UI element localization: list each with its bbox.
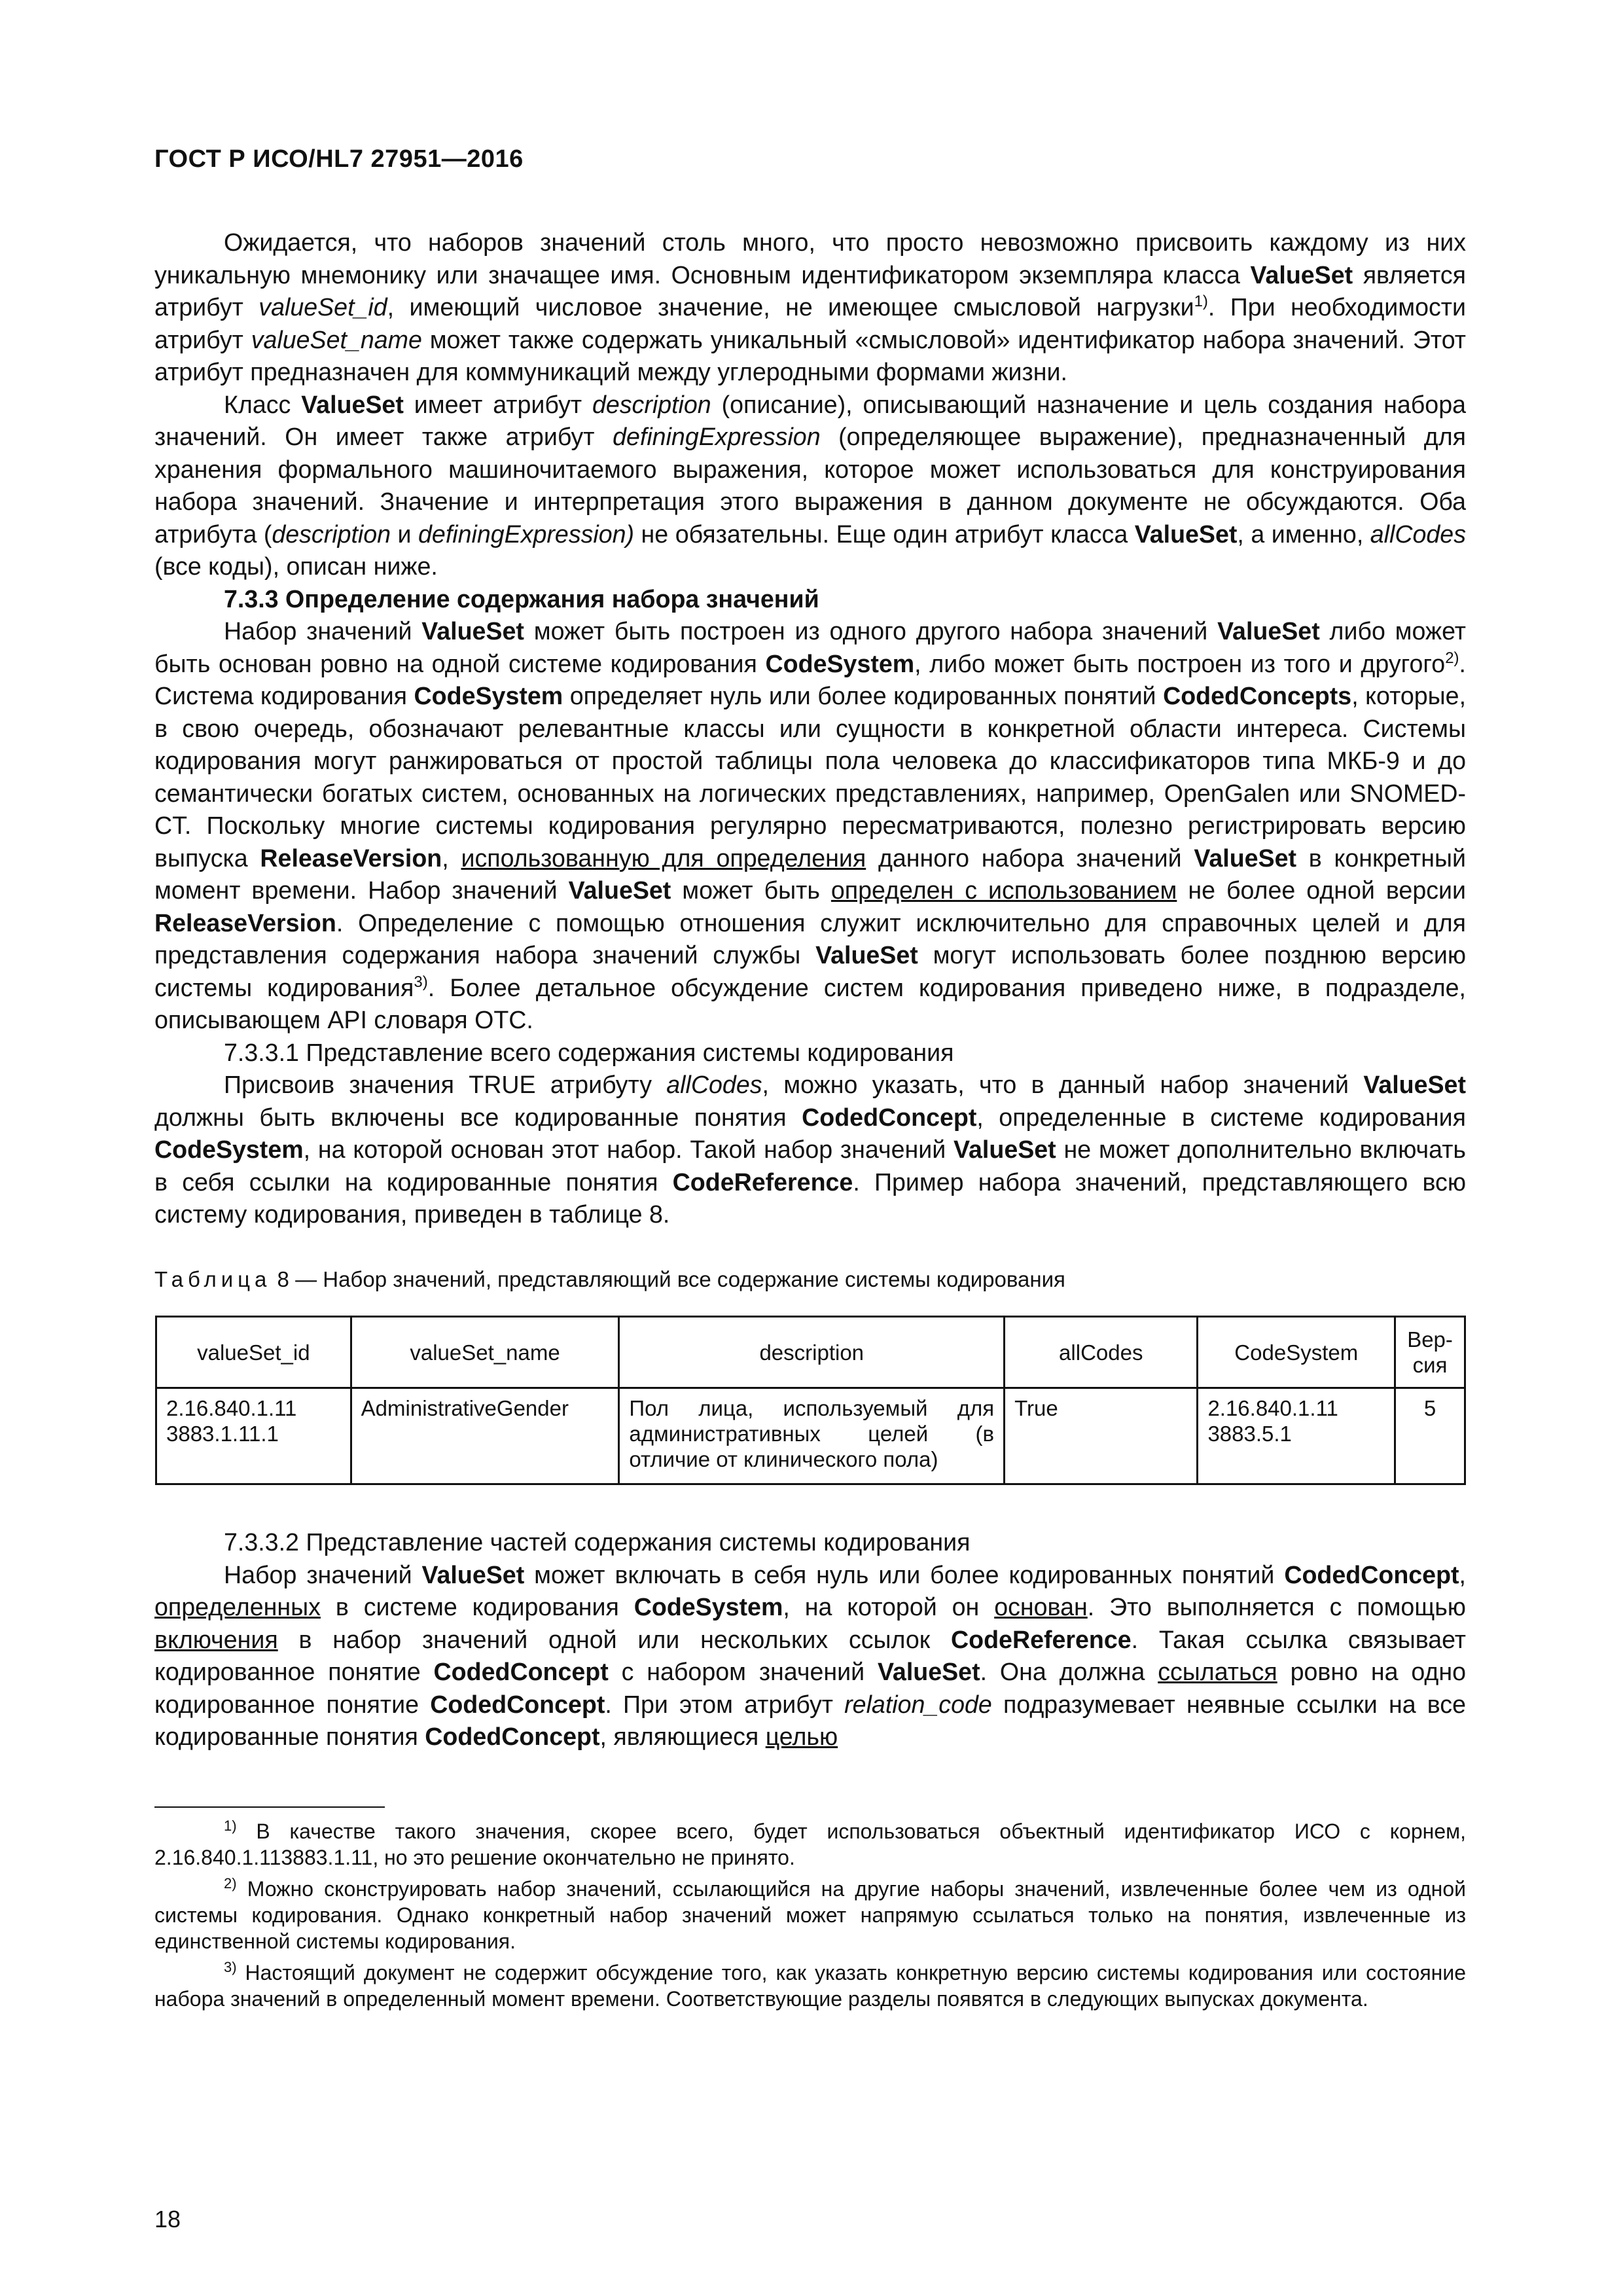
footnote-separator: [154, 1806, 385, 1808]
table-cell: True: [1005, 1388, 1198, 1484]
section-heading-7-3-3-2: 7.3.3.2 Представление частей содержания системы кодирования: [224, 1528, 971, 1556]
body-text-upper: [154, 226, 1466, 1231]
footnote: $^{1)}$ В качестве такого значения, скорее всего, будет использоваться объектный идентификатор ИСО с корнем, 2.16.840.1.113883.1.11, но это решение окончательно не принято.: [154, 1818, 1466, 1869]
table-row: [156, 1388, 1465, 1484]
paragraph-valueset-content: Набор значений ValueSet может быть построен из одного другого набора значений ValueSet либо может быть основан ровно на одной системе кодирования CodeSystem, либо может быть построен из того и другого$^{2)}$. Система кодирования CodeSystem определяет нуль или более кодированных понятий CodedConcepts, которые, в свою очередь, обозначают релевантные классы или сущности в конкретной области интереса. Системы кодирования могут ранжироваться от простой таблицы пола человека до классификаторов типа МКБ-9 и до семантически богатых систем, основанных на логических представлениях, например, OpenGalen или SNOMED-CT. Поскольку многие системы кодирования регулярно пересматриваются, полезно регистрировать версию выпуска ReleaseVersion, использованную для определения данного набора значений ValueSet в конкретный момент времени. Набор значений ValueSet может быть определен с использованием не более одной версии ReleaseVersion. Определение с помощью отношения служит исключительно для справочных целей и для представления содержания набора значений службы ValueSet могут использовать более позднюю версию системы кодирования$^{3)}$. Более детальное обсуждение систем кодирования приведено ниже, в подразделе, описывающем API словаря ОТС.: [154, 617, 1467, 1033]
column-header: CodeSystem: [1198, 1317, 1395, 1388]
footnotes: [154, 1818, 1466, 2017]
section-heading-7-3-3-1: 7.3.3.1 Представление всего содержания системы кодирования: [224, 1038, 954, 1066]
footnote-ref: 1): [1194, 293, 1208, 310]
table-cell: 5: [1395, 1388, 1465, 1484]
table-cell: Пол лица, используемый для административных целей (в отличие от клинического пола): [619, 1388, 1005, 1484]
document-header: ГОСТ Р ИСО/HL7 27951—2016: [154, 145, 524, 173]
paragraph-allcodes: Присвоив значения TRUE атрибуту allCodes, можно указать, что в данный набор значений ValueSet должны быть включены все кодированные понятия CodedConcept, определенные в системе кодирования CodeSystem, на которой основан этот набор. Такой набор значений ValueSet не может дополнительно включать в себя ссылки на кодированные понятия CodeReference. Пример набора значений, представляющего всю систему кодирования, приведен в таблице 8.: [154, 1071, 1466, 1228]
paragraph-valueset-attributes: Класс ValueSet имеет атрибут description (описание), описывающий назначение и цель создания набора значений. Он имеет также атрибут definingExpression (определяющее выражение), предназначенный для хранения формального машиночитаемого выражения, которое может использоваться для конструирования набора значений. Значение и интерпретация этого выражения в данном документе не обсуждаются. Оба атрибута (description и definingExpression) не обязательны. Еще один атрибут класса ValueSet, а именно, allCodes (все коды), описан ниже.: [154, 390, 1467, 580]
page-number: 18: [154, 2206, 181, 2233]
paragraph-partial-content: Набор значений ValueSet может включать в себя нуль или более кодированных понятий CodedConcept, определенных в системе кодирования CodeSystem, на которой он основан. Это выполняется с помощью включения в набор значений одной или нескольких ссылок CodeReference. Такая ссылка связывает кодированное понятие CodedConcept с набором значений ValueSet. Она должна ссылаться ровно на одно кодированное понятие CodedConcept. При этом атрибут relation_code подразумевает неявные ссылки на все кодированные понятия CodedConcept, являющиеся целью: [154, 1560, 1467, 1750]
valueset-table: [155, 1316, 1466, 1485]
section-heading-7-3-3: 7.3.3 Определение содержания набора значений: [224, 584, 819, 613]
table-cell: 2.16.840.1.11 3883.1.11.1: [156, 1388, 351, 1484]
table-header-row: [156, 1317, 1465, 1388]
footnote-ref: 3): [414, 973, 428, 991]
column-header: valueSet_id: [156, 1317, 351, 1388]
column-header: description: [619, 1317, 1005, 1388]
table-cell: 2.16.840.1.11 3883.5.1: [1198, 1388, 1395, 1484]
table-cell: AdministrativeGender: [351, 1388, 619, 1484]
column-header: allCodes: [1005, 1317, 1198, 1388]
column-header: Вер- сия: [1395, 1317, 1465, 1388]
column-header: valueSet_name: [351, 1317, 619, 1388]
paragraph-valueset-identifier: Ожидается, что наборов значений столь много, что просто невозможно присвоить каждому из них уникальную мнемонику или значащее имя. Основным идентификатором экземпляра класса ValueSet является атрибут valueSet_id, имеющий числовое значение, не имеющее смысловой нагрузки$^{1)}$. При необходимости атрибут valueSet_name может также содержать уникальный «смысловой» идентификатор набора значений. Этот атрибут предназначен для коммуникаций между углеродными формами жизни.: [154, 228, 1467, 386]
body-text-lower: [154, 1526, 1466, 1753]
footnote-ref: 2): [1445, 649, 1459, 667]
table-caption: Таблица 8 — Набор значений, представляющий все содержание системы кодирования: [154, 1267, 1065, 1291]
footnote: $^{2)}$ Можно сконструировать набор значений, ссылающийся на другие наборы значений, извлеченные более чем из одной системы кодирования. Однако конкретный набор значений может напрямую ссылаться только на понятия, извлеченные из единственной системы кодирования.: [154, 1875, 1466, 1953]
footnote: $^{3)}$ Настоящий документ не содержит обсуждение того, как указать конкретную версию системы кодирования или состояние набора значений в определенный момент времени. Соответствующие разделы появятся в следующих выпусках документа.: [154, 1959, 1466, 2011]
